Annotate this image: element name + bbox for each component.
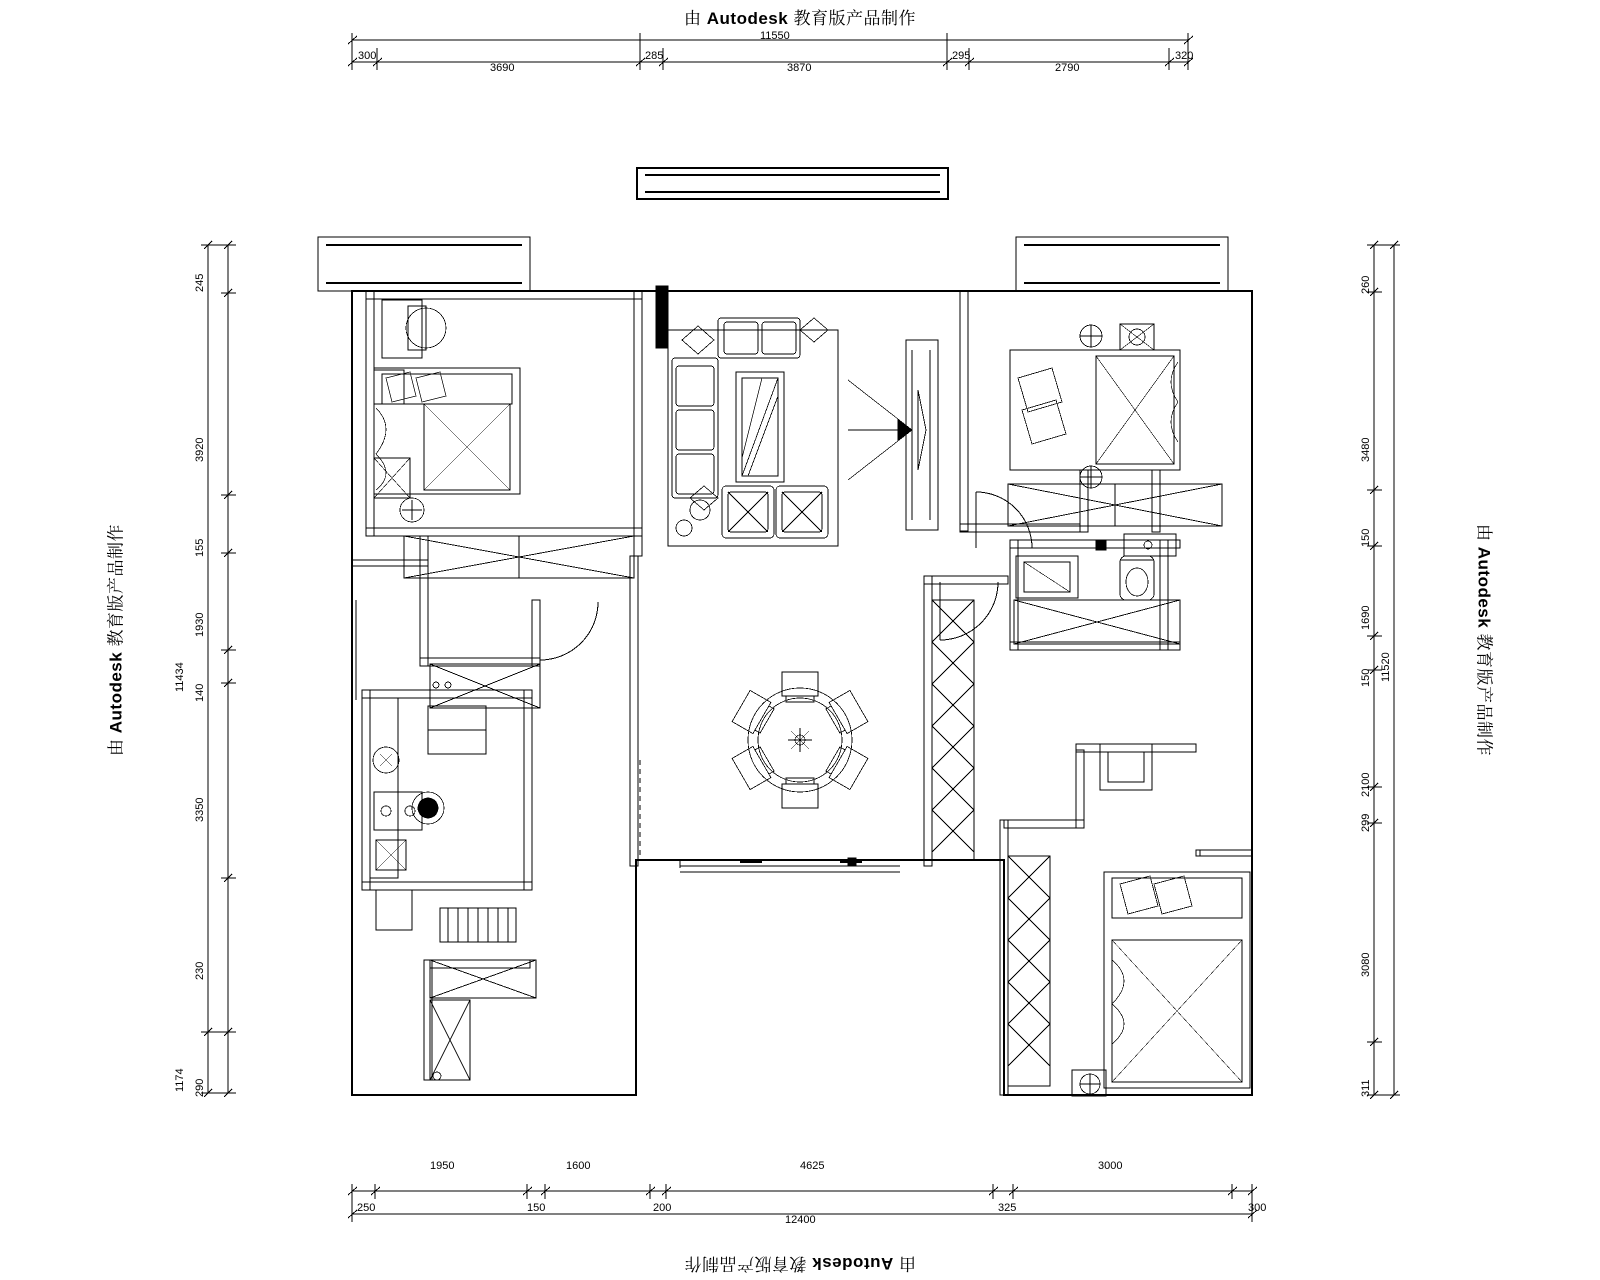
watermark-left: 由 Autodesk 教育版产品制作 (106, 524, 126, 756)
dim-left-1: 245 (194, 273, 206, 292)
dim-bottom-4: 3000 (1098, 1160, 1123, 1172)
bathroom-fixtures (1016, 556, 1154, 600)
watermark-right: 由 Autodesk 教育版产品制作 (1474, 524, 1494, 756)
dim-left-sub-total: 1174 (174, 1068, 186, 1092)
dim-left-5: 140 (194, 683, 206, 702)
dim-top-4: 3870 (787, 62, 812, 74)
dim-right-1: 260 (1360, 275, 1372, 294)
dim-bottom-9: 300 (1248, 1202, 1267, 1214)
dim-bottom-1: 1950 (430, 1160, 455, 1172)
windows (352, 175, 900, 872)
watermark-bottom: 由 Autodesk 教育版产品制作 (684, 1254, 916, 1273)
misc-details (433, 286, 1252, 1080)
dim-right-9: 311 (1360, 1079, 1372, 1097)
dim-top-1: 300 (358, 50, 377, 62)
dim-left-3: 155 (194, 538, 206, 557)
dim-top-2: 3690 (490, 62, 515, 74)
dim-left-7: 230 (194, 961, 206, 980)
dim-top-total: 11550 (760, 30, 790, 42)
dim-right-8: 3080 (1360, 952, 1372, 977)
dim-bottom-8: 325 (998, 1202, 1017, 1214)
dim-left-8: 290 (194, 1078, 206, 1097)
dim-left-6: 3350 (194, 797, 206, 822)
dimension-chain-left (201, 241, 236, 1097)
dim-left-4: 1930 (194, 612, 206, 637)
dim-bottom-2: 1600 (566, 1160, 591, 1172)
dim-top-5: 295 (952, 50, 971, 62)
dim-bottom-6: 150 (527, 1202, 546, 1214)
left-bedroom-furniture (374, 300, 520, 522)
dim-right-2: 3480 (1360, 437, 1372, 462)
dim-right-4: 1690 (1360, 605, 1372, 630)
dim-left-2: 3920 (194, 437, 206, 462)
watermark-top: 由 Autodesk 教育版产品制作 (684, 9, 916, 28)
lower-bedroom-furniture (1072, 744, 1250, 1096)
living-room-furniture (668, 318, 912, 546)
dim-top-6: 2790 (1055, 62, 1080, 74)
dining-table (732, 672, 868, 808)
dim-right-total: 11520 (1380, 652, 1392, 682)
dim-right-3: 150 (1360, 528, 1372, 547)
dim-bottom-7: 200 (653, 1202, 672, 1214)
dim-left-total: 11434 (174, 662, 186, 692)
interior-walls (352, 291, 1252, 1095)
dim-right-5: 150 (1360, 668, 1372, 687)
dim-bottom-5: 250 (357, 1202, 376, 1214)
dim-right-6: 2100 (1360, 772, 1372, 797)
dim-top-7: 320 (1175, 50, 1194, 62)
right-bedroom-furniture (1010, 324, 1180, 556)
dim-top-3: 285 (645, 50, 664, 62)
dim-right-7: 299 (1360, 813, 1372, 832)
kitchen-fixtures (370, 698, 516, 942)
cabinet-hatch (404, 340, 1222, 1086)
dim-bottom-3: 4625 (800, 1160, 825, 1172)
dim-bottom-total: 12400 (785, 1214, 816, 1226)
